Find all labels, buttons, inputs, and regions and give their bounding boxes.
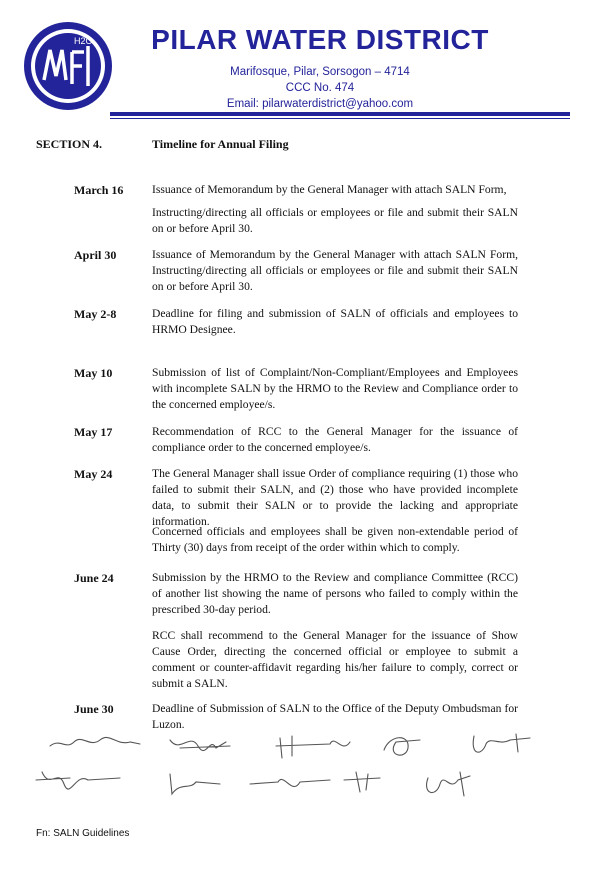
timeline-date: April 30 xyxy=(74,248,117,262)
signature xyxy=(36,772,120,789)
signature xyxy=(473,734,530,752)
email: Email: pilarwaterdistrict@yahoo.com xyxy=(226,98,414,110)
timeline-date: May 17 xyxy=(74,425,113,439)
timeline-text: Instructing/directing all officials or employees or file and submit their SALN on or before April 30. xyxy=(152,206,518,235)
timeline-text: Issuance of Memorandum by the General Manager with attach SALN Form, xyxy=(152,183,507,196)
timeline-text: Concerned officials and employees shall be given non-extendable period of Thirty (30) days from receipt of the order within which to comply. xyxy=(152,525,518,554)
signature xyxy=(344,772,380,792)
signature xyxy=(427,772,470,796)
address: Marifosque, Pilar, Sorsogon – 4714 xyxy=(230,66,410,78)
timeline-date: May 24 xyxy=(74,467,113,481)
signature xyxy=(276,736,350,758)
timeline-date: May 10 xyxy=(74,366,113,380)
timeline-date: May 2-8 xyxy=(74,307,117,321)
section-number: SECTION 4. xyxy=(36,137,103,151)
timeline-text: Submission by the HRMO to the Review and compliance Committee (RCC) of another list showing the name of persons who failed to comply within the prescribed 30-day period. xyxy=(152,571,518,616)
footer-note: Fn: SALN Guidelines xyxy=(36,828,130,839)
header-rule-thin xyxy=(110,118,570,119)
organization-name: PILAR WATER DISTRICT xyxy=(151,24,489,55)
timeline-date: March 16 xyxy=(74,183,124,197)
timeline-text: RCC shall recommend to the General Manager for the issuance of Show Cause Order, directing the concerned official or employee to submit a comment or counter-affidavit regarding his/her failure to comply, correct or submit a SALN. xyxy=(152,629,518,690)
timeline-text: Submission of list of Complaint/Non-Compliant/Employees and Employees with incomplete SALN by the HRMO to the Review and Compliance order to the concerned employee/s. xyxy=(152,366,518,411)
signature xyxy=(384,738,420,755)
signature xyxy=(50,737,140,746)
timeline-text: Recommendation of RCC to the General Manager for the issuance of compliance order to the concerned employee/s. xyxy=(152,425,518,454)
timeline-date: June 30 xyxy=(74,702,114,716)
signature xyxy=(170,740,230,751)
ccc-number: CCC No. 474 xyxy=(285,82,355,94)
timeline-text: Deadline for filing and submission of SALN of officials and employees to HRMO Designee. xyxy=(152,307,518,336)
signature xyxy=(250,779,330,786)
section-title: Timeline for Annual Filing xyxy=(152,137,289,151)
logo-text: H2O xyxy=(74,36,93,46)
signatures xyxy=(30,732,550,822)
timeline-text: Issuance of Memorandum by the General Manager with attach SALN Form, Instructing/directing all officials or employees or file and submit their SALN on or before April 30. xyxy=(152,248,518,293)
header-rule-thick xyxy=(110,112,570,116)
timeline-date: June 24 xyxy=(74,571,114,585)
timeline-text: Deadline of Submission of SALN to the Office of the Deputy Ombudsman for Luzon. xyxy=(152,702,518,731)
signature xyxy=(170,774,220,794)
pilar-water-district-logo xyxy=(22,20,114,112)
timeline-text: The General Manager shall issue Order of compliance requiring (1) those who failed to submit their SALN, and (2) those who have provided incomplete data, to submit their SALN or to provide the lacking and appropriate information. xyxy=(152,467,518,528)
